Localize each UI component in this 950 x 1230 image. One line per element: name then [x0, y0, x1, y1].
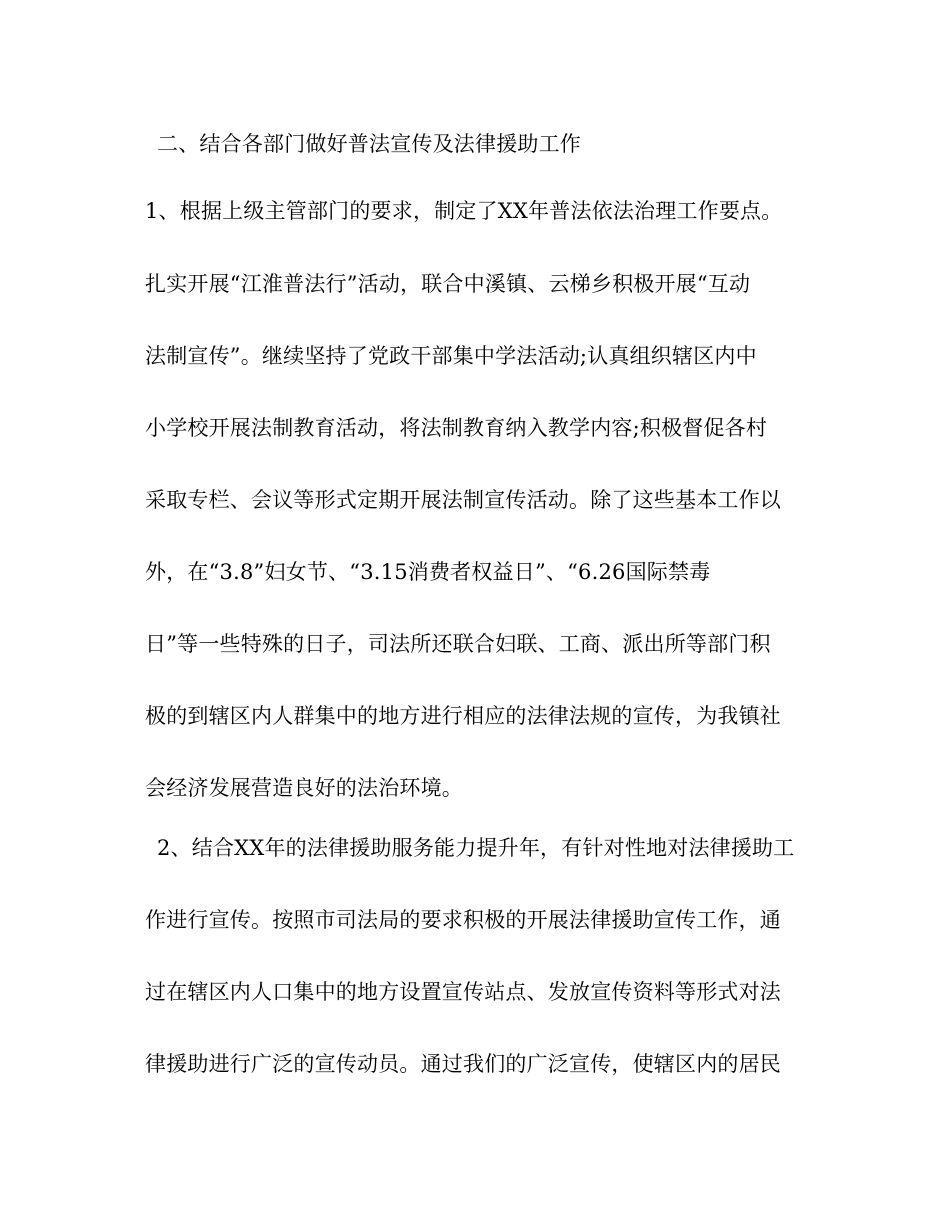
paragraph1-line-5: 采取专栏、会议等形式定期开展法制宣传活动。除了这些基本工作以 [145, 488, 781, 512]
paragraph2-line-1: 2、结合XX年的法律援助服务能力提升年，有针对性地对法律援助工 [157, 836, 795, 860]
paragraph2-line-2: 作进行宣传。按照市司法局的要求积极的开展法律援助宣传工作，通 [145, 908, 781, 932]
section-heading: 二、结合各部门做好普法宣传及法律援助工作 [157, 132, 581, 156]
paragraph2-line-4: 律援助进行广泛的宣传动员。通过我们的广泛宣传，使辖区内的居民 [145, 1052, 781, 1076]
paragraph1-line-1: 1、根据上级主管部门的要求，制定了XX年普法依法治理工作要点。 [145, 199, 783, 223]
paragraph1-line-2: 扎实开展“江淮普法行”活动，联合中溪镇、云梯乡积极开展“互动 [145, 272, 751, 296]
paragraph1-line-3: 法制宣传”。继续坚持了党政干部集中学法活动;认真组织辖区内中 [145, 344, 757, 368]
paragraph1-line-8: 极的到辖区内人群集中的地方进行相应的法律法规的宣传，为我镇社 [145, 704, 781, 728]
paragraph1-line-7: 日”等一些特殊的日子，司法所还联合妇联、工商、派出所等部门积 [145, 632, 771, 656]
paragraph2-line-3: 过在辖区内人口集中的地方设置宣传站点、发放宣传资料等形式对法 [145, 980, 781, 1004]
paragraph1-line-9: 会经济发展营造良好的法治环境。 [145, 776, 463, 800]
paragraph1-line-6: 外，在“3.8”妇女节、“3.15消费者权益日”、“6.26国际禁毒 [145, 560, 711, 584]
paragraph1-line-4: 小学校开展法制教育活动，将法制教育纳入教学内容;积极督促各村 [145, 416, 768, 440]
